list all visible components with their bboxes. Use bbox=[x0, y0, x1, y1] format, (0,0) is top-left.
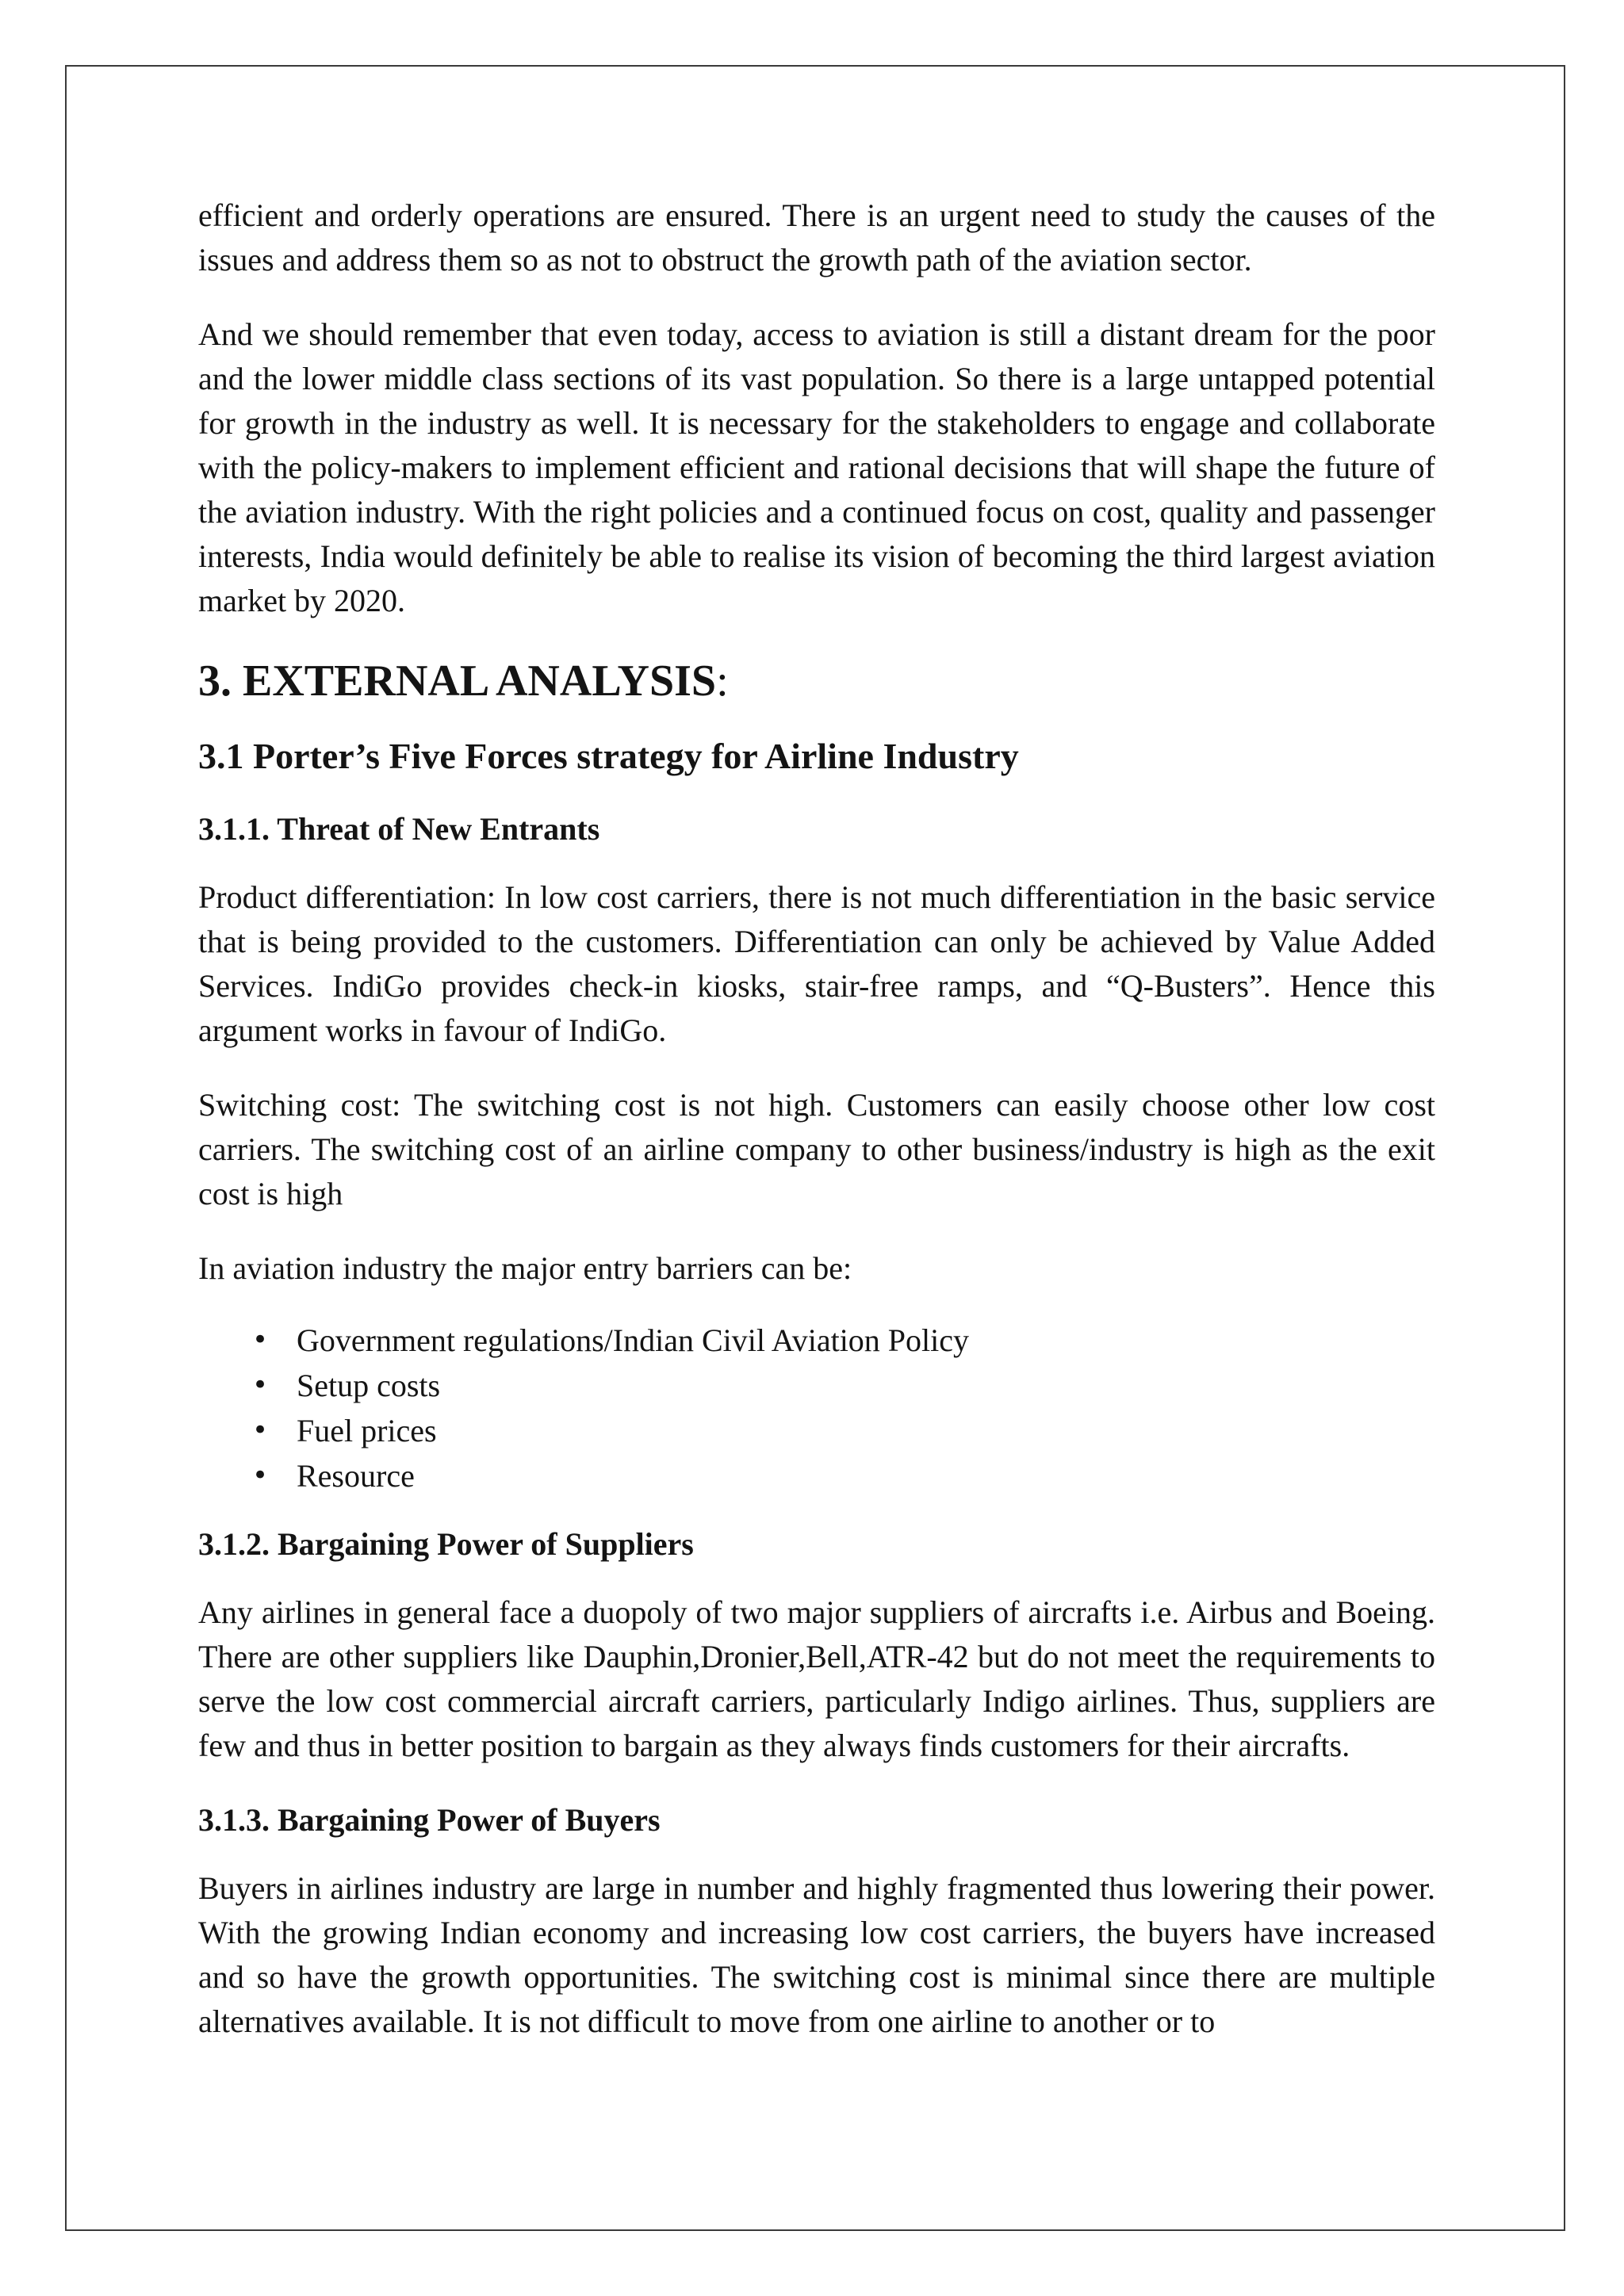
intro-paragraph-1: efficient and orderly operations are ensured. There is an urgent need to study the causes of the issues and address them so as not to obstruct the growth path of the aviation sector. bbox=[198, 197, 1435, 277]
product-differentiation-paragraph: Product differentiation: In low cost carriers, there is not much differentiation in the basic service that is being provided to the customers. Differentiation can only be achieved by Value Added Services. IndiGo provides check-in kiosks, stair-free ramps, and “Q-Busters”. Hence this argument works in favour of IndiGo. bbox=[198, 879, 1435, 1048]
bullet-icon: • bbox=[252, 1324, 269, 1356]
buyers-paragraph: Buyers in airlines industry are large in number and highly fragmented thus lowering their power. With the growing Indian economy and increasing low cost carriers, the buyers have increased and so have the growth opportunities. The switching cost is minimal since there are multiple alternatives available. It is not difficult to move from one airline to another or to bbox=[198, 1870, 1435, 2039]
list-item bbox=[252, 1408, 1435, 1453]
document-body bbox=[198, 193, 1435, 2074]
list-item-text: Fuel prices bbox=[297, 1413, 437, 1448]
suppliers-paragraph: Any airlines in general face a duopoly of two major suppliers of aircrafts i.e. Airbus and Boeing. There are other suppliers like Dauphin,Dronier,Bell,ATR-42 but do not meet the requirements to serve the low cost commercial aircraft carriers, particularly Indigo airlines. Thus, suppliers are few and thus in better position to bargain as they always finds customers for their aircrafts. bbox=[198, 1594, 1435, 1763]
entry-barriers-intro: In aviation industry the major entry barriers can be: bbox=[198, 1250, 852, 1286]
section-3-1-3-heading: 3.1.3. Bargaining Power of Buyers bbox=[198, 1802, 661, 1838]
section-3-colon: : bbox=[716, 656, 729, 706]
bullet-icon: • bbox=[252, 1414, 269, 1446]
list-item-text: Resource bbox=[297, 1458, 415, 1494]
section-3-title: 3. EXTERNAL ANALYSIS bbox=[198, 656, 717, 706]
list-item-text: Setup costs bbox=[297, 1368, 441, 1403]
section-3-1-1-heading: 3.1.1. Threat of New Entrants bbox=[198, 811, 600, 847]
switching-cost-paragraph: Switching cost: The switching cost is not high. Customers can easily choose other low cost carriers. The switching cost of an airline company to other business/industry is high as the exit cost is high bbox=[198, 1087, 1435, 1211]
section-3-heading bbox=[198, 653, 1435, 709]
bullet-icon: • bbox=[252, 1460, 269, 1491]
section-3-1-2-heading: 3.1.2. Bargaining Power of Suppliers bbox=[198, 1526, 694, 1562]
list-item bbox=[252, 1363, 1435, 1408]
section-3-1-heading: 3.1 Porter’s Five Forces strategy for Airline Industry bbox=[198, 736, 1019, 776]
bullet-icon: • bbox=[252, 1369, 269, 1401]
list-item bbox=[252, 1453, 1435, 1498]
list-item-text: Government regulations/Indian Civil Aviation Policy bbox=[297, 1322, 970, 1358]
entry-barriers-list bbox=[198, 1318, 1435, 1498]
intro-paragraph-2: And we should remember that even today, access to aviation is still a distant dream for the poor and the lower middle class sections of its vast population. So there is a large untapped potential for growth in the industry as well. It is necessary for the stakeholders to engage and collaborate with the policy-makers to implement efficient and rational decisions that will shape the future of the aviation industry. With the right policies and a continued focus on cost, quality and passenger interests, India would definitely be able to realise its vision of becoming the third largest aviation market by 2020. bbox=[198, 316, 1435, 618]
list-item bbox=[252, 1318, 1435, 1363]
